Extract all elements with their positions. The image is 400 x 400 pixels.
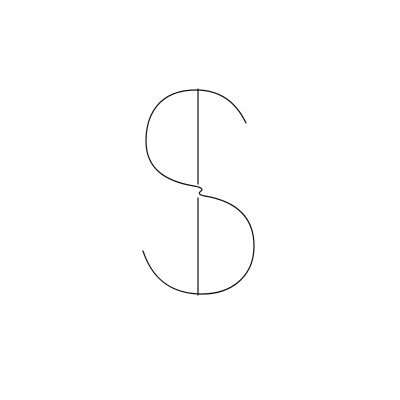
upper-curve bbox=[146, 90, 246, 186]
middle-kink bbox=[194, 186, 205, 196]
